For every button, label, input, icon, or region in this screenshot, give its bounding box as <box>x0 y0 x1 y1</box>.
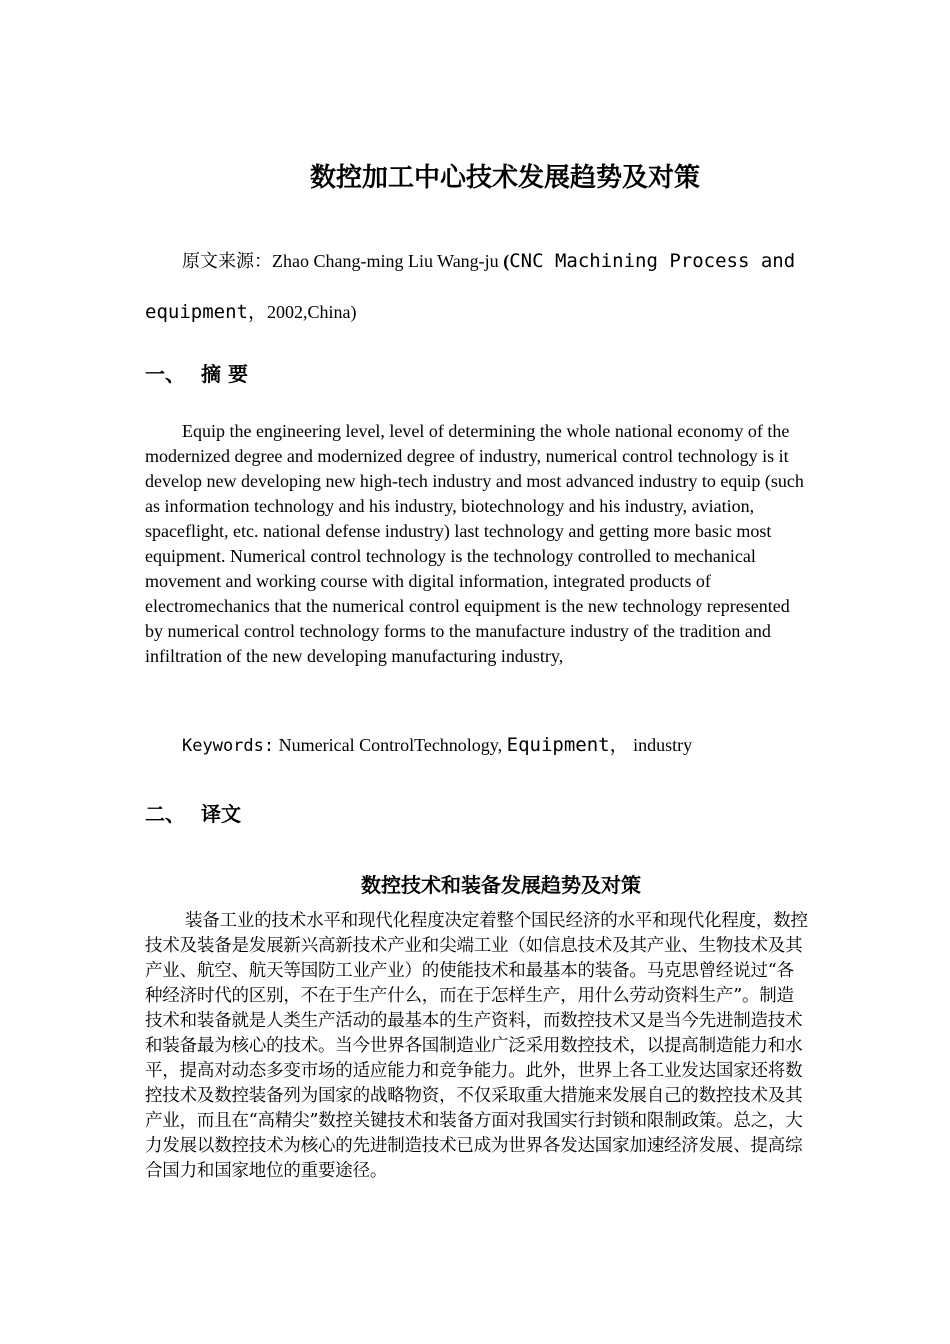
keywords-text: Numerical ControlTechnology, <box>274 735 507 755</box>
section-heading-abstract <box>145 359 248 389</box>
keywords-line <box>145 730 805 761</box>
section-number: 二、 <box>145 802 185 826</box>
translation-title: 数控技术和装备发展趋势及对策 <box>361 873 641 897</box>
section-title: 译文 <box>201 802 241 826</box>
source-authors: Zhao Chang-ming Liu Wang-ju <box>272 251 504 271</box>
abstract-paragraph: Equip the engineering level, level of determining the whole national economy of the modernized degree and modernized degree of industry, numerical control technology is it develop new developing new high-tech industry and most advanced industry to equip (such as information technology and his industry, biotechnology and his industry, aviation, spaceflight, etc. national defense industry) last technology and getting more basic most equipment. Numerical control technology is the technology controlled to mechanical movement and working course with digital information, integrated products of electromechanics that the numerical control equipment is the new technology represented by numerical control technology forms to the manufacture industry of the tradition and infiltration of the new developing manufacturing industry, <box>145 421 804 666</box>
keywords-equipment: Equipment， <box>506 734 629 756</box>
source-label: 原文来源： <box>182 251 272 272</box>
section-title: 摘 要 <box>201 362 248 386</box>
source-journal: CNC Machining Process and equipment， <box>145 250 796 323</box>
source-year: 2002,China) <box>266 302 357 322</box>
keywords-industry: industry <box>628 735 693 755</box>
section-number: 一、 <box>145 362 185 386</box>
source-citation <box>145 236 805 337</box>
section-heading-translation <box>145 799 241 829</box>
source-paren: ( <box>503 251 510 271</box>
page-title: 数控加工中心技术发展趋势及对策 <box>309 163 700 193</box>
translation-paragraph: 装备工业的技术水平和现代化程度决定着整个国民经济的水平和现代化程度，数控技术及装备是发展新兴高新技术产业和尖端工业（如信息技术及其产业、生物技术及其产业、航空、航天等国防工业产业）的使能技术和最基本的装备。马克思曾经说过“各种经济时代的区别，不在于生产什么，而在于怎样生产，用什么劳动资料生产”。制造技术和装备就是人类生产活动的最基本的生产资料，而数控技术又是当今先进制造技术和装备最为核心的技术。当今世界各国制造业广泛采用数控技术，以提高制造能力和水平，提高对动态多变市场的适应能力和竞争能力。此外，世界上各工业发达国家还将数控技术及数控装备列为国家的战略物资，不仅采取重大措施来发展自己的数控技术及其产业，而且在“高精尖”数控关键技术和装备方面对我国实行封锁和限制政策。总之，大力发展以数控技术为核心的先进制造技术已成为世界各发达国家加速经济发展、提高综合国力和国家地位的重要途径。 <box>145 911 808 1181</box>
keywords-label: Keywords: <box>182 736 275 756</box>
